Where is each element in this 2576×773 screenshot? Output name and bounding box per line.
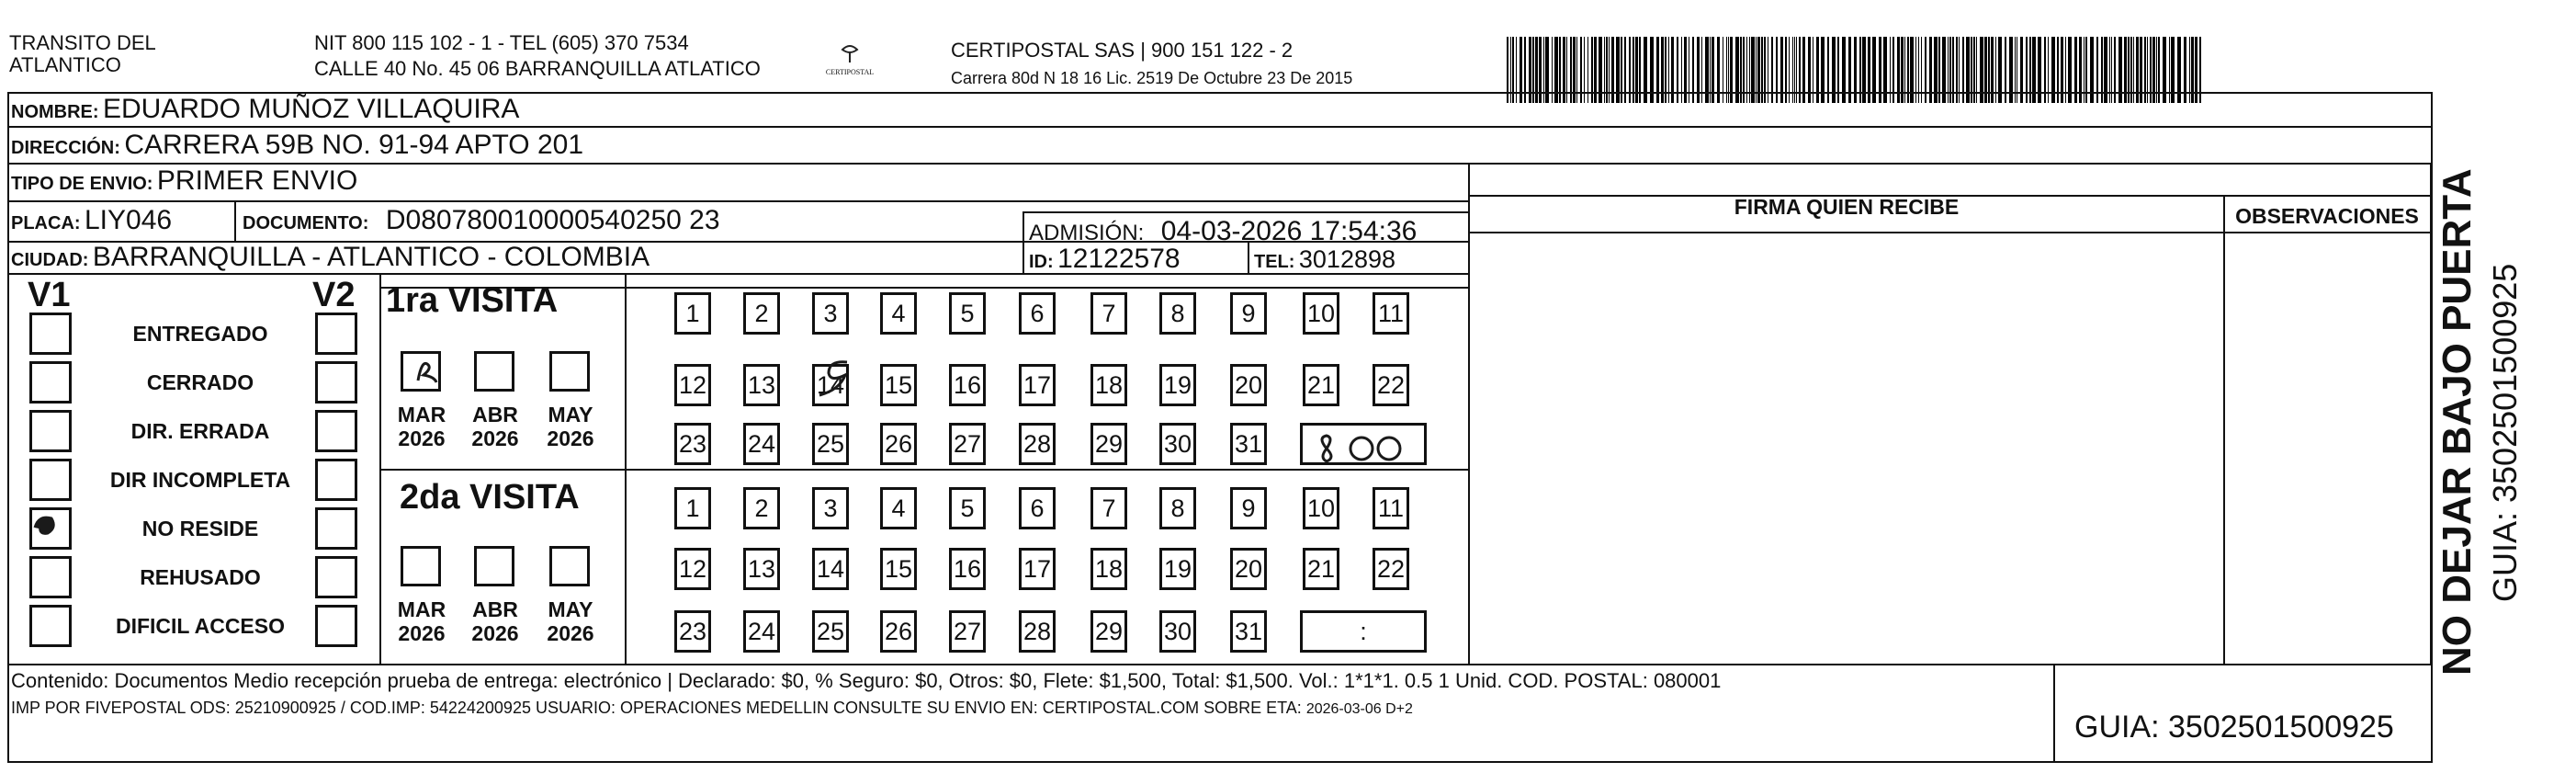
- v2-checkbox[interactable]: [315, 410, 357, 452]
- month-year: 2026: [398, 621, 446, 645]
- tel-label: TEL:: [1254, 252, 1295, 272]
- second-visit-title: 2da VISITA: [400, 478, 580, 517]
- day-box[interactable]: 16: [949, 364, 986, 406]
- v1-checkbox[interactable]: [29, 605, 72, 647]
- v1-checkbox[interactable]: [29, 556, 72, 598]
- day-box[interactable]: 22: [1373, 364, 1409, 406]
- day-box[interactable]: 31: [1230, 423, 1267, 465]
- day-box[interactable]: 19: [1159, 364, 1196, 406]
- month-label: [463, 403, 527, 450]
- day-box[interactable]: 8: [1159, 487, 1196, 529]
- month-label: [538, 597, 603, 645]
- nombre-label: NOMBRE:: [11, 102, 99, 122]
- ciudad-label: CIUDAD:: [11, 250, 89, 270]
- day-box[interactable]: 30: [1159, 610, 1196, 653]
- month-name: ABR: [472, 597, 518, 621]
- delivery-form-frame: [7, 92, 2433, 763]
- handwritten-time-800: [1314, 430, 1415, 472]
- day-box[interactable]: 18: [1090, 548, 1127, 590]
- handwritten-mark-no-reside: [28, 507, 64, 549]
- day-box[interactable]: 28: [1019, 423, 1056, 465]
- admision-value: 04-03-2026 17:54:36: [1160, 216, 1418, 246]
- month-label: [390, 403, 454, 450]
- day-box[interactable]: 13: [743, 364, 780, 406]
- month-label: [390, 597, 454, 645]
- day-box[interactable]: 26: [880, 610, 917, 653]
- month-checkbox[interactable]: [401, 546, 441, 586]
- ciudad-value: BARRANQUILLA - ATLANTICO - COLOMBIA: [92, 242, 650, 272]
- status-label: ENTREGADO: [132, 322, 268, 346]
- day-box[interactable]: 1: [674, 292, 711, 335]
- month-label: [463, 597, 527, 645]
- imp-text: IMP POR FIVEPOSTAL ODS: 25210900925 / COD.IMP: 54224200925 USUARIO: OPERACIONES MEDELLIN CONSULTE SU ENVIO EN: CERTIPOSTAL.COM SOBRE ETA:: [11, 699, 1302, 717]
- v2-checkbox[interactable]: [315, 313, 357, 355]
- day-box[interactable]: 6: [1019, 292, 1056, 335]
- day-box[interactable]: 18: [1090, 364, 1127, 406]
- day-box[interactable]: 12: [674, 364, 711, 406]
- day-box[interactable]: 5: [949, 487, 986, 529]
- day-box[interactable]: 24: [743, 423, 780, 465]
- day-box[interactable]: 26: [880, 423, 917, 465]
- v1-label: V1: [28, 276, 71, 314]
- day-box[interactable]: 12: [674, 548, 711, 590]
- status-label: DIR. ERRADA: [130, 419, 270, 443]
- month-year: 2026: [471, 426, 519, 450]
- day-box[interactable]: 11: [1373, 487, 1409, 529]
- day-box[interactable]: 4: [880, 487, 917, 529]
- day-box[interactable]: 29: [1090, 423, 1127, 465]
- day-box[interactable]: 24: [743, 610, 780, 653]
- day-box[interactable]: 25: [812, 610, 849, 653]
- status-label: NO RESIDE: [141, 517, 259, 540]
- day-box[interactable]: 9: [1230, 487, 1267, 529]
- day-box[interactable]: 8: [1159, 292, 1196, 335]
- day-box[interactable]: 9: [1230, 292, 1267, 335]
- v1-checkbox[interactable]: [29, 410, 72, 452]
- id-row: [1029, 243, 1181, 280]
- carrier-line: CERTIPOSTAL SAS | 900 151 122 - 2: [951, 39, 1294, 62]
- certipostal-logo: [822, 40, 877, 86]
- eta-value: 2026-03-06 D+2: [1305, 701, 1413, 717]
- nombre-value: EDUARDO MUÑOZ VILLAQUIRA: [103, 94, 520, 124]
- ciudad-row: [11, 241, 650, 279]
- day-box[interactable]: 29: [1090, 610, 1127, 653]
- day-box[interactable]: 7: [1090, 487, 1127, 529]
- day-box[interactable]: 6: [1019, 487, 1056, 529]
- v2-checkbox[interactable]: [315, 361, 357, 404]
- day-box[interactable]: 2: [743, 292, 780, 335]
- nombre-row: [11, 93, 519, 131]
- v2-checkbox[interactable]: [315, 507, 357, 550]
- day-box[interactable]: 20: [1230, 548, 1267, 590]
- day-box[interactable]: 20: [1230, 364, 1267, 406]
- month-year: 2026: [547, 621, 594, 645]
- month-checkbox[interactable]: [549, 351, 590, 392]
- month-year: 2026: [547, 426, 594, 450]
- issuer-address: CALLE 40 No. 45 06 BARRANQUILLA ATLATICO: [314, 57, 761, 80]
- v1-checkbox[interactable]: [29, 313, 72, 355]
- month-name: MAR: [397, 597, 446, 621]
- issuer-line-2: ATLANTICO: [9, 53, 121, 76]
- day-box[interactable]: 23: [674, 610, 711, 653]
- v2-checkbox[interactable]: [315, 459, 357, 501]
- v1-checkbox[interactable]: [29, 361, 72, 404]
- day-box[interactable]: 15: [880, 364, 917, 406]
- month-name: ABR: [472, 403, 518, 426]
- day-box[interactable]: 27: [949, 610, 986, 653]
- tipo-envio-row: [11, 165, 357, 202]
- status-label: DIFICIL ACCESO: [115, 614, 285, 638]
- day-box[interactable]: 19: [1159, 548, 1196, 590]
- day-box[interactable]: 10: [1303, 292, 1339, 335]
- direccion-label: DIRECCIÓN:: [11, 138, 120, 158]
- documento-value: D080780010000540250 23: [385, 205, 720, 235]
- month-checkbox[interactable]: [549, 546, 590, 586]
- day-box[interactable]: 5: [949, 292, 986, 335]
- side-guia: GUIA: 3502501500925: [2486, 263, 2524, 602]
- tipo-envio-label: TIPO DE ENVIO:: [11, 174, 153, 194]
- day-box[interactable]: 11: [1373, 292, 1409, 335]
- month-year: 2026: [471, 621, 519, 645]
- month-label: [538, 403, 603, 450]
- v2-label: V2: [312, 276, 356, 314]
- placa-row: [11, 204, 172, 242]
- day-box[interactable]: 25: [812, 423, 849, 465]
- day-box[interactable]: 16: [949, 548, 986, 590]
- tipo-envio-value: PRIMER ENVIO: [156, 165, 358, 196]
- day-box[interactable]: 17: [1019, 364, 1056, 406]
- documento-row: [243, 204, 720, 242]
- placa-value: LIY046: [85, 205, 173, 235]
- nit-line: NIT 800 115 102 - 1 - TEL (605) 370 7534: [314, 31, 689, 54]
- day-box[interactable]: 7: [1090, 292, 1127, 335]
- day-box[interactable]: 14: [812, 364, 849, 406]
- month-name: MAY: [548, 403, 593, 426]
- day-box[interactable]: 15: [880, 548, 917, 590]
- license-line: Carrera 80d N 18 16 Lic. 2519 De Octubre 23 De 2015: [951, 69, 1353, 87]
- issuer-line-1: TRANSITO DEL: [9, 31, 156, 54]
- direccion-value: CARRERA 59B NO. 91-94 APTO 201: [124, 130, 584, 160]
- day-box[interactable]: 4: [880, 292, 917, 335]
- day-box[interactable]: 3: [812, 292, 849, 335]
- time-box[interactable]: :: [1300, 610, 1427, 653]
- admision-label: ADMISIÓN:: [1029, 221, 1145, 245]
- id-label: ID:: [1029, 252, 1054, 272]
- day-box[interactable]: 13: [743, 548, 780, 590]
- observaciones-header: OBSERVACIONES: [2235, 204, 2419, 228]
- day-box[interactable]: 22: [1373, 548, 1409, 590]
- imp-line: [11, 699, 1413, 718]
- status-label: DIR INCOMPLETA: [109, 468, 291, 492]
- direccion-row: [11, 129, 583, 166]
- month-checkbox[interactable]: [474, 546, 514, 586]
- handwritten-check-mar: [409, 353, 446, 394]
- documento-label: DOCUMENTO:: [243, 213, 369, 233]
- contenido-line: Contenido: Documentos Medio recepción prueba de entrega: electrónico | Declarado: $0, % Seguro: $0, Otros: $0, Flete: $1,500, Total: $1,500. Vol.: 1*1*1. 0.5 1 Unid. COD. POSTAL: 080001: [11, 669, 1722, 692]
- day-box[interactable]: 30: [1159, 423, 1196, 465]
- day-box[interactable]: 10: [1303, 487, 1339, 529]
- status-label: CERRADO: [146, 370, 254, 394]
- firma-header: FIRMA QUIEN RECIBE: [1734, 195, 1960, 219]
- v2-checkbox[interactable]: [315, 556, 357, 598]
- logo-text: CERTIPOSTAL: [825, 68, 875, 76]
- day-box[interactable]: 21: [1303, 364, 1339, 406]
- day-box[interactable]: 31: [1230, 610, 1267, 653]
- v1-checkbox[interactable]: [29, 459, 72, 501]
- placa-label: PLACA:: [11, 213, 81, 233]
- day-box[interactable]: 21: [1303, 548, 1339, 590]
- day-box[interactable]: 14: [812, 548, 849, 590]
- month-name: MAY: [548, 597, 593, 621]
- day-box[interactable]: 28: [1019, 610, 1056, 653]
- status-label: REHUSADO: [140, 565, 261, 589]
- day-box[interactable]: 27: [949, 423, 986, 465]
- month-year: 2026: [398, 426, 446, 450]
- footer-guia: GUIA: 3502501500925: [2074, 710, 2394, 745]
- day-box[interactable]: 23: [674, 423, 711, 465]
- handwritten-mark-14: [810, 355, 856, 405]
- first-visit-title: 1ra VISITA: [386, 281, 559, 320]
- v2-checkbox[interactable]: [315, 605, 357, 647]
- day-box[interactable]: 3: [812, 487, 849, 529]
- tel-value: 3012898: [1298, 245, 1396, 273]
- day-box[interactable]: 17: [1019, 548, 1056, 590]
- month-name: MAR: [397, 403, 446, 426]
- tel-row: [1254, 243, 1395, 280]
- day-box[interactable]: 1: [674, 487, 711, 529]
- id-value: 12122578: [1057, 244, 1181, 274]
- day-box[interactable]: 2: [743, 487, 780, 529]
- no-dejar-bajo-puerta: NO DEJAR BAJO PUERTA: [2435, 168, 2480, 676]
- month-checkbox[interactable]: [474, 351, 514, 392]
